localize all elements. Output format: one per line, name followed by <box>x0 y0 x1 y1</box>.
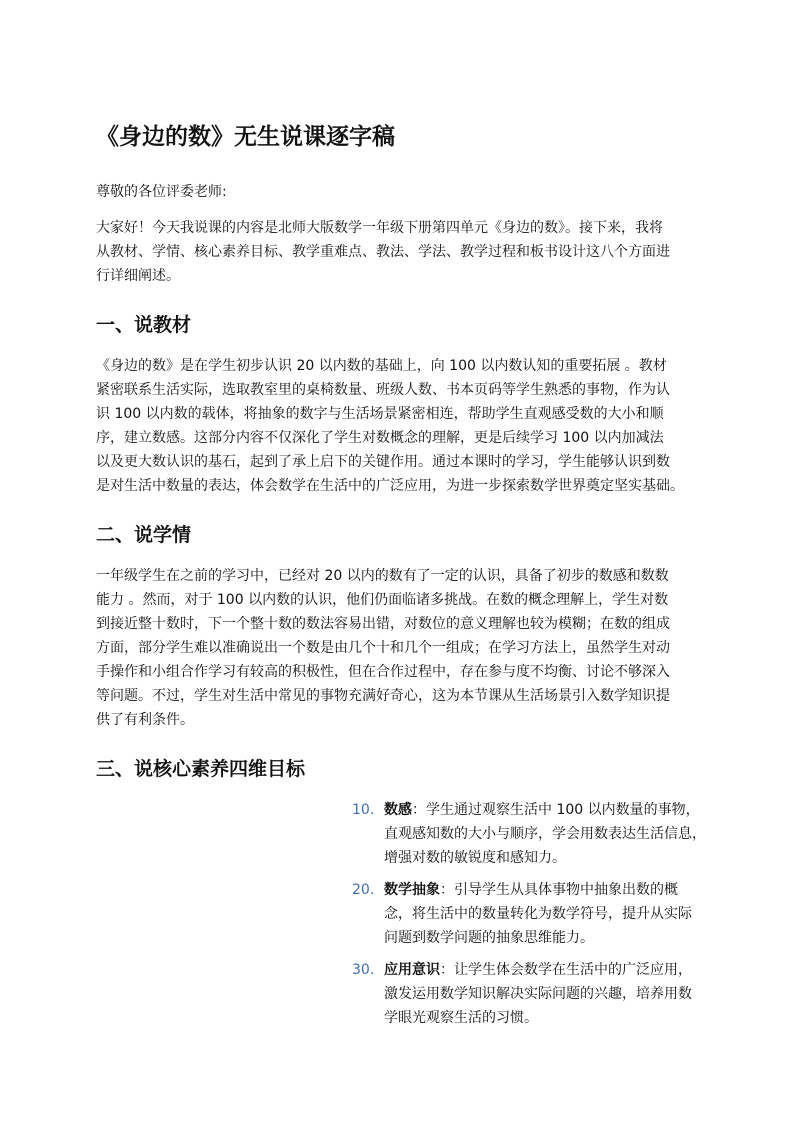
paragraph-line: 是对生活中数量的表达，体会数学在生活中的广泛应用，为进一步探索数学世界奠定坚实基础。 <box>96 478 684 494</box>
greeting-text: 尊敬的各位评委老师: <box>96 184 227 200</box>
intro-line: 行详细阐述。 <box>96 268 180 284</box>
goal-first-line <box>384 798 714 822</box>
goal-line: 念，将生活中的数量转化为数学符号，提升从实际 <box>384 906 692 922</box>
goal-term: 数感 <box>384 802 412 818</box>
paragraph-line: 方面，部分学生难以准确说出一个数是由几个十和几个一组成；在学习方法上，虽然学生对动 <box>96 640 670 656</box>
paragraph-line: 以及更大数认识的基石，起到了承上启下的关键作用。通过本课时的学习，学生能够认识到数 <box>96 454 670 470</box>
section-paragraph-textbook <box>96 354 708 498</box>
goal-line: 学眼光观察生活的习惯。 <box>384 1010 538 1026</box>
paragraph-line: 能力 。然而，对于 100 以内数的认识，他们仍面临诸多挑战。在数的概念理解上，学生对数 <box>96 592 669 608</box>
goal-line: 直观感知数的大小与顺序，学会用数表达生活信息， <box>384 826 706 842</box>
goal-number: 20. <box>352 882 375 898</box>
goal-first-line <box>384 958 714 982</box>
section-heading-textbook: 一、说教材 <box>96 314 192 336</box>
goal-term: 数学抽象 <box>384 882 440 898</box>
goal-item-abstraction <box>354 878 714 950</box>
document-content <box>96 120 708 1038</box>
goal-item-number-sense <box>354 798 714 870</box>
section-paragraph-students <box>96 564 708 732</box>
goal-line: 激发运用数学知识解决实际问题的兴趣，培养用数 <box>384 986 692 1002</box>
goals-list <box>354 798 714 1030</box>
section-heading-goals: 三、说核心素养四维目标 <box>96 758 306 780</box>
intro-line: 从教材、学情、核心素养目标、教学重难点、教法、学法、教学过程和板书设计这八个方面进 <box>96 244 670 260</box>
intro-line: 大家好！今天我说课的内容是北师大版数学一年级下册第四单元《身边的数》。接下来，我将 <box>96 220 663 236</box>
goal-text: ：学生通过观察生活中 100 以内数量的事物， <box>412 802 700 818</box>
goal-text: ：让学生体会数学在生活中的广泛应用， <box>440 962 692 978</box>
goal-line: 问题到数学问题的抽象思维能力。 <box>384 930 594 946</box>
paragraph-line: 紧密联系生活实际，选取教室里的桌椅数量、班级人数、书本页码等学生熟悉的事物，作为认 <box>96 382 670 398</box>
goal-item-application <box>354 958 714 1030</box>
greeting <box>96 180 708 204</box>
paragraph-line: 序，建立数感。这部分内容不仅深化了学生对数概念的理解，更是后续学习 100 以内加减法 <box>96 430 664 446</box>
paragraph-line: 手操作和小组合作学习有较高的积极性，但在合作过程中，存在参与度不均衡、讨论不够深入 <box>96 664 670 680</box>
paragraph-line: 等问题。不过，学生对生活中常见的事物充满好奇心，这为本节课从生活场景引入数学知识提 <box>96 688 670 704</box>
paragraph-line: 供了有利条件。 <box>96 712 194 728</box>
document-title: 《身边的数》无生说课逐字稿 <box>96 124 395 150</box>
section-heading-students: 二、说学情 <box>96 524 192 546</box>
goal-number: 30. <box>352 962 375 978</box>
goal-number: 10. <box>352 802 375 818</box>
goal-line: 增强对数的敏锐度和感知力。 <box>384 850 566 866</box>
goal-first-line <box>384 878 714 902</box>
goal-term: 应用意识 <box>384 962 440 978</box>
intro-paragraph <box>96 216 708 288</box>
paragraph-line: 一年级学生在之前的学习中，已经对 20 以内的数有了一定的认识，具备了初步的数感和数数 <box>96 568 669 584</box>
paragraph-line: 到接近整十数时，下一个整十数的数法容易出错，对数位的意义理解也较为模糊；在数的组成 <box>96 616 670 632</box>
goal-text: ：引导学生从具体事物中抽象出数的概 <box>440 882 678 898</box>
paragraph-line: 《身边的数》是在学生初步认识 20 以内数的基础上，向 100 以内数认知的重要拓展 。教材 <box>96 358 667 374</box>
paragraph-line: 识 100 以内数的载体，将抽象的数字与生活场景紧密相连，帮助学生直观感受数的大小和顺 <box>96 406 664 422</box>
